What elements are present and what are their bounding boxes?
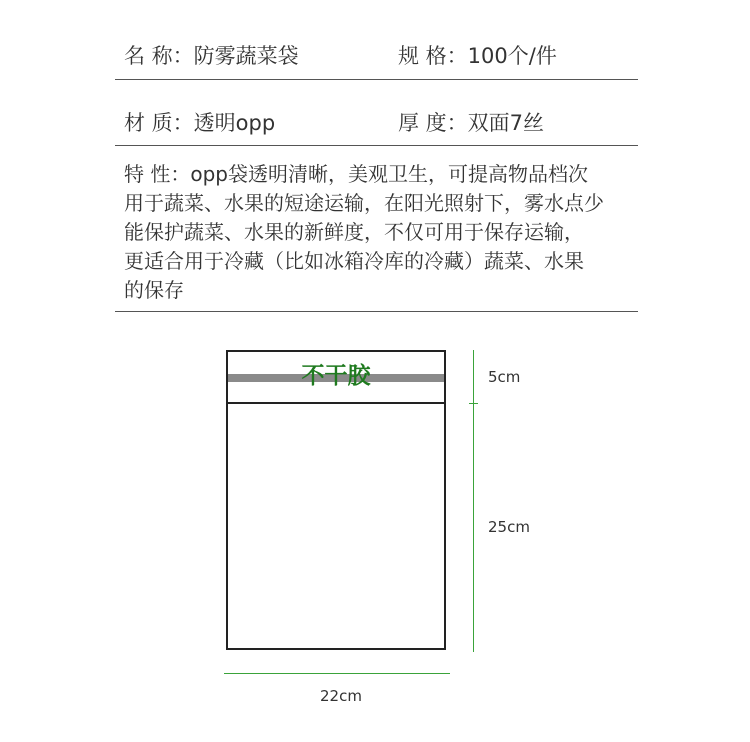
- divider-2: [115, 145, 638, 146]
- spec-size: 规 格：100个/件: [398, 44, 557, 68]
- top-height-label: 5cm: [488, 368, 521, 386]
- description-line-5: 的保存: [124, 278, 184, 302]
- description-line-1: 特 性：opp袋透明清晰，美观卫生，可提高物品档次: [124, 162, 588, 186]
- divider-3: [115, 311, 638, 312]
- description-line-2: 用于蔬菜、水果的短途运输，在阳光照射下，雾水点少: [124, 191, 604, 215]
- bag-diagram: [226, 350, 446, 650]
- height-dimension-line: [473, 350, 474, 652]
- description-line-3: 能保护蔬菜、水果的新鲜度，不仅可用于保存运输，: [124, 220, 584, 244]
- adhesive-label: 不干胶: [301, 363, 371, 389]
- height-dimension-tick: [469, 403, 478, 404]
- spec-material: 材 质：透明opp: [124, 111, 276, 135]
- spec-thickness: 厚 度：双面7丝: [398, 111, 545, 135]
- description-line-4: 更适合用于冷藏（比如冰箱冷库的冷藏）蔬菜、水果: [124, 249, 584, 273]
- bag-flap-line: [228, 402, 444, 404]
- feature-description: [124, 160, 624, 305]
- body-height-label: 25cm: [488, 518, 530, 536]
- width-dimension-line: [224, 673, 450, 674]
- spec-name: 名 称：防雾蔬菜袋: [124, 44, 299, 68]
- width-label: 22cm: [320, 687, 362, 705]
- divider-1: [115, 79, 638, 80]
